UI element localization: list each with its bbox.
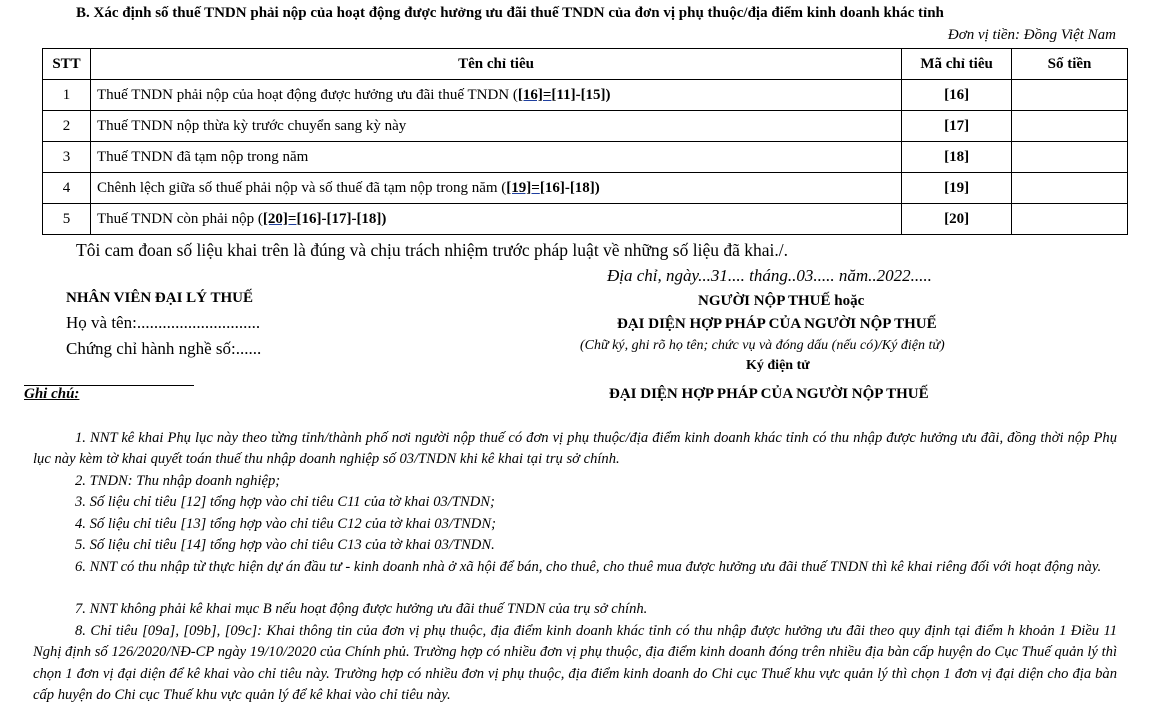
agent-cert-field: Chứng chỉ hành nghề số:......: [66, 339, 262, 358]
row-code: [17]: [902, 111, 1012, 142]
payer-rep-title: ĐẠI DIỆN HỢP PHÁP CỦA NGƯỜI NỘP THUẾ: [617, 316, 937, 332]
date-line: Địa chỉ, ngày...31.... tháng..03..... năm..2022.....: [607, 266, 932, 285]
header-code: Mã chỉ tiêu: [902, 49, 1012, 80]
row-stt: 5: [43, 204, 91, 235]
row-name: Thuế TNDN đã tạm nộp trong năm: [90, 142, 901, 173]
row-stt: 1: [43, 80, 91, 111]
formula-ref: [20]=: [262, 210, 297, 227]
payer-title: NGƯỜI NỘP THUẾ hoặc: [698, 293, 865, 309]
header-name: Tên chỉ tiêu: [90, 49, 901, 80]
row-amount-cell[interactable]: [1012, 204, 1128, 235]
table-row: [43, 80, 1128, 111]
row-name: [90, 80, 901, 111]
tax-table: [42, 48, 1128, 235]
currency-unit-label: Đơn vị tiền: Đồng Việt Nam: [947, 27, 1116, 43]
row-stt: 2: [43, 111, 91, 142]
formula-rest: [16]-[18]): [539, 179, 600, 196]
table-row: [43, 142, 1128, 173]
note-item: 6. NNT có thu nhập từ thực hiện dự án đầu tư - kinh doanh nhà ở xã hội để bán, cho thuê, cho thuê mua được hưởng ưu đãi thuế TNDN thì kê khai riêng đối với hoạt động này.: [75, 559, 1102, 575]
note-item: 5. Số liệu chỉ tiêu [14] tổng hợp vào chỉ tiêu C13 của tờ khai 03/TNDN.: [75, 537, 495, 553]
note-item: 1. NNT kê khai Phụ lục này theo từng tỉnh/thành phố nơi người nộp thuế có đơn vị phụ thuộc/địa điểm kinh doanh khác tỉnh có thu nhập được hưởng ưu đãi, đồng thời nộp Phụ lục này kèm tờ khai quyết toán thuế thu nhập doanh nghiệp số 03/TNDN khi kê khai tại trụ sở chính.: [33, 430, 1117, 468]
row-amount-cell[interactable]: [1012, 111, 1128, 142]
row-code: [20]: [902, 204, 1012, 235]
e-signature-label: Ký điện tử: [746, 358, 810, 373]
table-header-row: [43, 49, 1128, 80]
row-name: [90, 173, 901, 204]
formula-rest: [11]-[15]): [551, 86, 611, 103]
section-title: B. Xác định số thuế TNDN phải nộp của hoạt động được hưởng ưu đãi thuế TNDN của đơn vị phụ thuộc/địa điểm kinh doanh khác tỉnh: [76, 5, 944, 21]
row-name-text: Thuế TNDN còn phải nộp (: [96, 210, 263, 227]
row-amount-cell[interactable]: [1012, 173, 1128, 204]
row-name: [90, 204, 901, 235]
notes-heading: Ghi chú:: [24, 386, 80, 402]
row-stt: 3: [43, 142, 91, 173]
note-item: 7. NNT không phải kê khai mục B nếu hoạt động được hưởng ưu đãi thuế TNDN của trụ sở chính.: [75, 601, 648, 617]
table-row: [43, 111, 1128, 142]
declaration-text: Tôi cam đoan số liệu khai trên là đúng và chịu trách nhiệm trước pháp luật về những số liệu đã khai./.: [76, 240, 788, 260]
header-amount: Số tiền: [1012, 49, 1128, 80]
row-amount-cell[interactable]: [1012, 80, 1128, 111]
agent-title: NHÂN VIÊN ĐẠI LÝ THUẾ: [66, 290, 253, 306]
row-stt: 4: [43, 173, 91, 204]
formula-rest: [16]-[17]-[18]): [296, 210, 387, 227]
row-name-text: Chênh lệch giữa số thuế phải nộp và số thuế đã tạm nộp trong năm (: [96, 179, 507, 196]
row-name: Thuế TNDN nộp thừa kỳ trước chuyển sang kỳ này: [90, 111, 901, 142]
row-amount-cell[interactable]: [1012, 142, 1128, 173]
note-item: 2. TNDN: Thu nhập doanh nghiệp;: [75, 473, 281, 489]
row-code: [16]: [902, 80, 1012, 111]
header-stt: STT: [43, 49, 91, 80]
payer-rep-signature: ĐẠI DIỆN HỢP PHÁP CỦA NGƯỜI NỘP THUẾ: [609, 386, 929, 402]
note-item: 3. Số liệu chỉ tiêu [12] tổng hợp vào chỉ tiêu C11 của tờ khai 03/TNDN;: [75, 494, 495, 510]
table-row: [43, 204, 1128, 235]
row-name-text: Thuế TNDN phải nộp của hoạt động được hưởng ưu đãi thuế TNDN (: [96, 86, 518, 103]
note-item: 4. Số liệu chỉ tiêu [13] tổng hợp vào chỉ tiêu C12 của tờ khai 03/TNDN;: [75, 516, 496, 532]
signature-hint: (Chữ ký, ghi rõ họ tên; chức vụ và đóng dấu (nếu có)/Ký điện tử): [580, 338, 945, 353]
note-item: 8. Chỉ tiêu [09a], [09b], [09c]: Khai thông tin của đơn vị phụ thuộc, địa điểm kinh doanh khác tỉnh có thu nhập được hưởng ưu đãi theo quy định tại điểm h khoản 1 Điều 11 Nghị định số 126/2020/NĐ-CP ngày 19/10/2020 của Chính phủ. Trường hợp có nhiều đơn vị phụ thuộc, địa điểm kinh doanh đóng trên nhiều địa bàn cấp huyện do Cục Thuế quản lý thì chọn 1 đơn vị đại diện để kê khai vào chỉ tiêu này. Trường hợp có nhiều đơn vị phụ thuộc, địa điểm kinh doanh do Chi cục Thuế khu vực quản lý thì chọn 1 đơn vị đại diện cho địa bàn cấp huyện do Chi cục Thuế khu vực quản lý để kê khai vào chỉ tiêu này.: [33, 623, 1117, 703]
formula-ref: [19]=: [506, 179, 540, 196]
agent-name-field: Họ và tên:.............................: [66, 313, 261, 332]
row-code: [19]: [902, 173, 1012, 204]
formula-ref: [16]=: [517, 86, 552, 103]
row-code: [18]: [902, 142, 1012, 173]
table-row: [43, 173, 1128, 204]
